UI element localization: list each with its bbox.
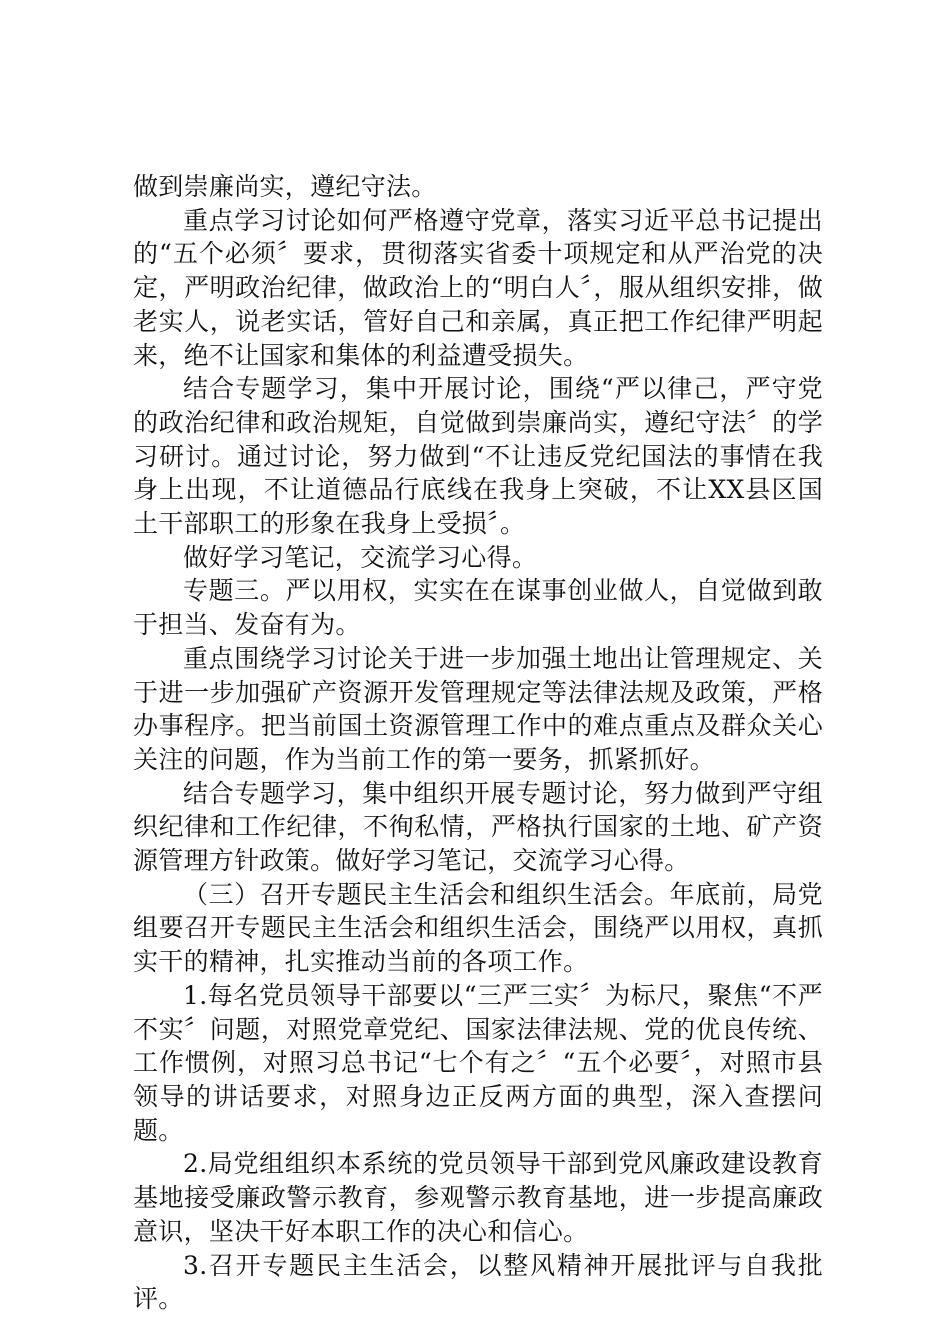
paragraph-topic-three: 专题三。严以用权，实实在在谋事创业做人，自觉做到敢于担当、发奋有为。 (133, 576, 823, 640)
paragraph-land-management: 重点围绕学习讨论关于进一步加强土地出让管理规定、关于进一步加强矿产资源开发管理规定等法律法规及政策，严格办事程序。把当前国土资源管理工作中的难点重点及群众关心关注的问题，作为当前工作的第一要务，抓紧抓好。 (133, 643, 823, 774)
paragraph-item-2: 2.局党组组织本系统的党员领导干部到党风廉政建设教育基地接受廉政警示教育，参观警示教育基地，进一步提高廉政意识，坚决干好本职工作的决心和信心。 (133, 1149, 823, 1246)
document-body (133, 170, 823, 1316)
paragraph-organization-discipline: 结合专题学习，集中组织开展专题讨论，努力做到严守组织纪律和工作纪律，不徇私情，严格执行国家的土地、矿产资源管理方针政策。做好学习笔记，交流学习心得。 (133, 778, 823, 876)
paragraph-continuation: 做到崇廉尚实，遵纪守法。 (133, 172, 437, 201)
paragraph-item-3: 3.召开专题民主生活会，以整风精神开展批评与自我批评。 (133, 1250, 823, 1314)
paragraph-item-1: 1.每名党员领导干部要以“三严三实〞为标尺，聚焦“不严不实〞问题，对照党章党纪、国家法律法规、党的优良传统、工作惯例，对照习总书记“七个有之〞“五个必要〞，对照市县领导的讲话要求，对照身边正反两方面的典型，深入查摆问题。 (133, 980, 823, 1145)
paragraph-study-notes: 做好学习笔记，交流学习心得。 (183, 542, 538, 572)
paragraph-discussion-self-discipline: 结合专题学习，集中开展讨论，围绕“严以律己，严守党的政治纪律和政治规矩，自觉做到崇廉尚实，遵纪守法〞的学习研讨。通过讨论，努力做到“不让违反党纪国法的事情在我身上出现，不让道德品行底线在我身上突破，不让XX县区国土干部职工的形象在我身上受损〞。 (133, 374, 823, 539)
paragraph-study-party-constitution: 重点学习讨论如何严格遵守党章，落实习近平总书记提出的“五个必须〞要求，贯彻落实省委十项规定和从严治党的决定，严明政治纪律，做政治上的“明白人〞，服从组织安排，做老实人，说老实话，管好自己和亲属，真正把工作纪律严明起来，绝不让国家和集体的利益遭受损失。 (133, 205, 823, 370)
paragraph-section-three: （三）召开专题民主生活会和组织生活会。年底前，局党组要召开专题民主生活会和组织生活会，围绕严以用权，真抓实干的精神，扎实推动当前的各项工作。 (133, 879, 823, 977)
